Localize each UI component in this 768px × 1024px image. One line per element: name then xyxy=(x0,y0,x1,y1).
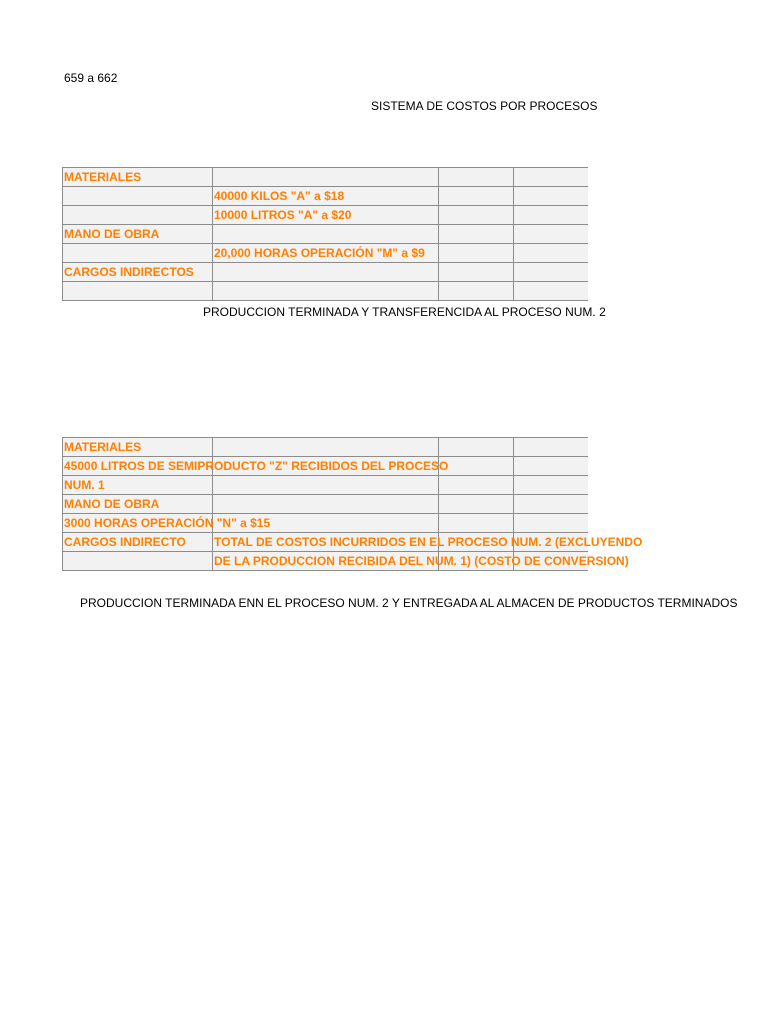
row-detail: DE LA PRODUCCION RECIBIDA DEL NUM. 1) (COSTO DE CONVERSION) xyxy=(214,554,629,568)
table-row xyxy=(62,552,629,571)
cell[interactable] xyxy=(62,187,212,205)
cell[interactable] xyxy=(513,168,588,186)
document-title: SISTEMA DE COSTOS POR PROCESOS xyxy=(371,99,598,113)
cell[interactable] xyxy=(212,225,438,243)
table-row xyxy=(62,282,588,301)
cell[interactable] xyxy=(513,457,588,475)
cell[interactable] xyxy=(438,438,513,456)
process-2-caption: PRODUCCION TERMINADA ENN EL PROCESO NUM. 2 Y ENTREGADA AL ALMACEN DE PRODUCTOS TERMINADOS xyxy=(80,596,738,610)
row-detail: 10000 LITROS "A" a $20 xyxy=(214,208,352,222)
table-row xyxy=(62,263,588,282)
table-row xyxy=(62,225,588,244)
cell[interactable] xyxy=(438,206,513,224)
table-row xyxy=(62,187,588,206)
cell[interactable] xyxy=(438,187,513,205)
cell[interactable] xyxy=(438,495,513,513)
cell[interactable] xyxy=(513,206,588,224)
cell[interactable] xyxy=(438,457,513,475)
cell[interactable] xyxy=(438,263,513,281)
cell[interactable] xyxy=(438,244,513,262)
cell[interactable] xyxy=(212,263,438,281)
table-row xyxy=(62,167,588,187)
table-row xyxy=(62,244,588,263)
process-2-table xyxy=(62,437,643,571)
table-row xyxy=(62,533,643,552)
row-detail: 40000 KILOS "A" a $18 xyxy=(214,189,345,203)
cell[interactable] xyxy=(438,225,513,243)
cell[interactable] xyxy=(513,476,588,494)
row-detail: 20,000 HORAS OPERACIÓN "M" a $9 xyxy=(214,246,425,260)
cell[interactable] xyxy=(513,514,588,532)
cell[interactable] xyxy=(62,206,212,224)
cell[interactable] xyxy=(62,282,212,300)
cell[interactable] xyxy=(513,495,588,513)
row-label: 45000 LITROS DE SEMIPRODUCTO "Z" RECIBIDOS DEL PROCESO xyxy=(64,459,449,473)
row-label: 3000 HORAS OPERACIÓN "N" a $15 xyxy=(64,516,271,530)
cell[interactable] xyxy=(513,225,588,243)
table-row xyxy=(62,437,588,457)
cell[interactable] xyxy=(513,263,588,281)
table-row xyxy=(62,206,588,225)
cell[interactable] xyxy=(438,168,513,186)
cell[interactable] xyxy=(212,168,438,186)
cell[interactable] xyxy=(62,244,212,262)
cell[interactable] xyxy=(62,552,212,570)
row-label: CARGOS INDIRECTOS xyxy=(64,265,194,279)
row-label: MATERIALES xyxy=(64,170,142,184)
cell[interactable] xyxy=(212,438,438,456)
row-detail: TOTAL DE COSTOS INCURRIDOS EN EL PROCESO NUM. 2 (EXCLUYENDO xyxy=(214,535,643,549)
cell[interactable] xyxy=(438,282,513,300)
table-row xyxy=(62,476,588,495)
cell[interactable] xyxy=(513,187,588,205)
table-row xyxy=(62,514,588,533)
process-1-caption: PRODUCCION TERMINADA Y TRANSFERENCIDA AL PROCESO NUM. 2 xyxy=(203,305,606,319)
row-label: MANO DE OBRA xyxy=(64,227,160,241)
cell[interactable] xyxy=(513,438,588,456)
row-label: MATERIALES xyxy=(64,440,142,454)
cell[interactable] xyxy=(212,476,438,494)
row-label: MANO DE OBRA xyxy=(64,497,160,511)
cell[interactable] xyxy=(438,476,513,494)
table-row xyxy=(62,495,588,514)
row-label: NUM. 1 xyxy=(64,478,105,492)
cell[interactable] xyxy=(513,244,588,262)
cell[interactable] xyxy=(212,495,438,513)
cell[interactable] xyxy=(438,514,513,532)
page-reference: 659 a 662 xyxy=(64,71,118,85)
cell[interactable] xyxy=(513,282,588,300)
cell[interactable] xyxy=(212,282,438,300)
table-row xyxy=(62,457,588,476)
row-label: CARGOS INDIRECTO xyxy=(64,535,186,549)
process-1-table xyxy=(62,167,588,301)
